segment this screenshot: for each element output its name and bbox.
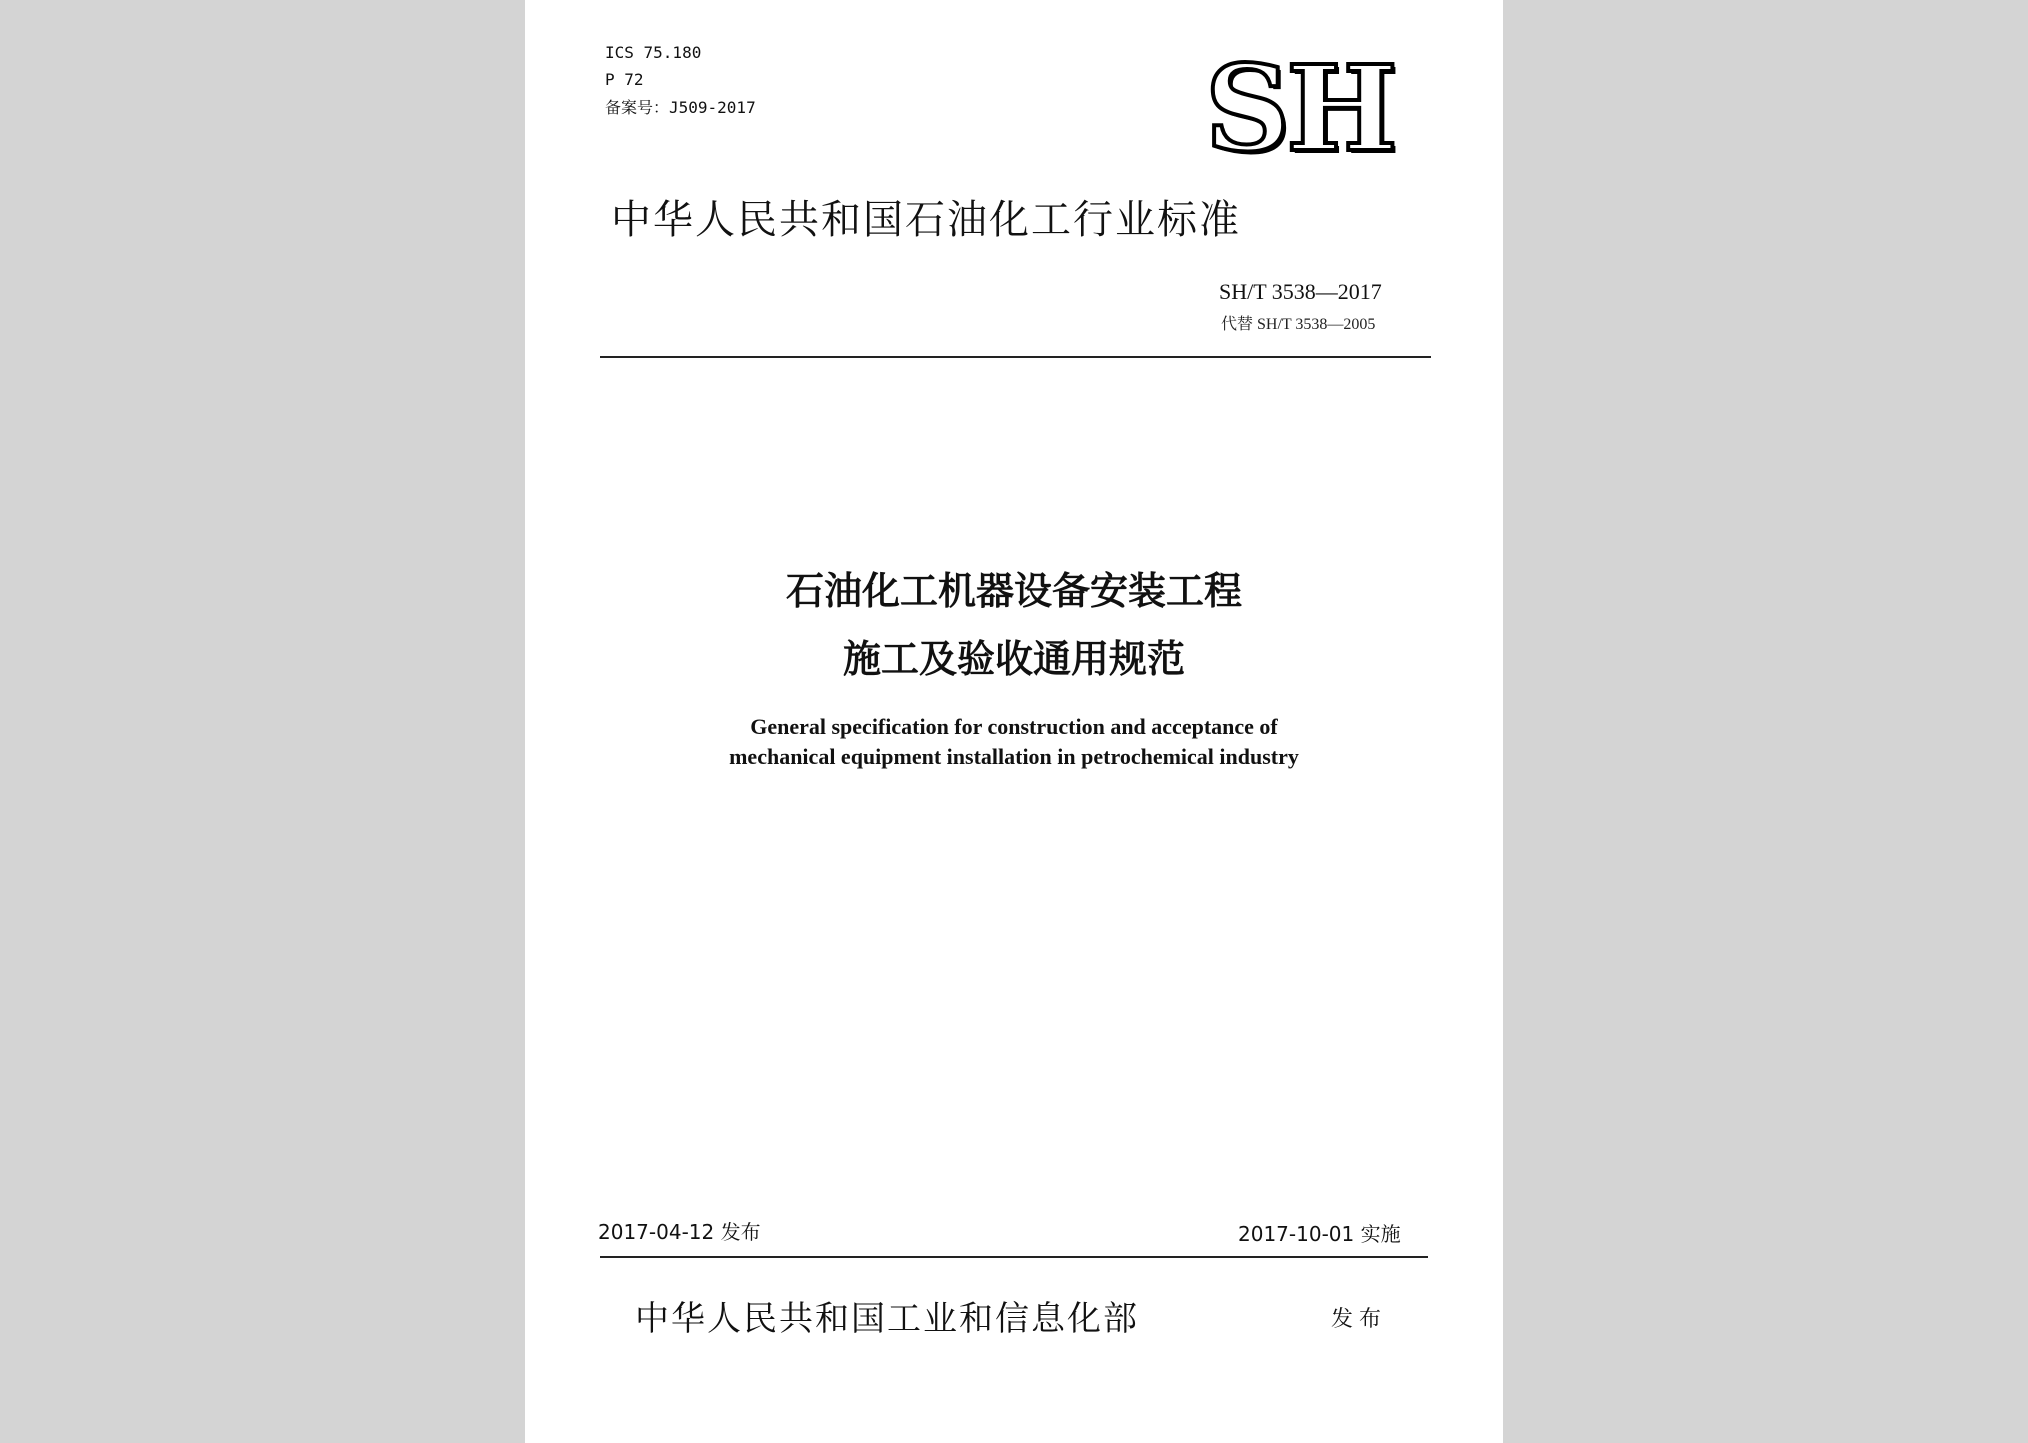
replaced-standard: 代替 SH/T 3538—2005: [1221, 316, 1376, 333]
standard-number: SH/T 3538—2017: [1219, 279, 1382, 304]
record-number: 备案号：J509-2017: [605, 98, 756, 117]
ics-code: ICS 75.180: [605, 43, 702, 62]
document-page: [525, 0, 1503, 1443]
title-cn-line1: 石油化工机器设备安装工程: [785, 569, 1242, 613]
industry-standard-title: 中华人民共和国石油化工行业标准: [611, 197, 1241, 243]
title-en-line1: General specification for construction and acceptance of: [750, 714, 1278, 739]
issuing-authority: 中华人民共和国工业和信息化部: [635, 1299, 1139, 1339]
header-divider: [600, 356, 1431, 358]
classification-code: P 72: [605, 70, 644, 89]
sh-logo: SH: [1205, 39, 1394, 178]
footer-divider: [600, 1256, 1428, 1258]
implementation-date: 2017-10-01 实施: [1238, 1222, 1401, 1246]
title-cn-line2: 施工及验收通用规范: [842, 637, 1185, 681]
title-en-line2: mechanical equipment installation in petrochemical industry: [729, 744, 1299, 769]
issue-date: 2017-04-12 发布: [598, 1220, 761, 1244]
issuing-action: 发布: [1331, 1307, 1388, 1332]
